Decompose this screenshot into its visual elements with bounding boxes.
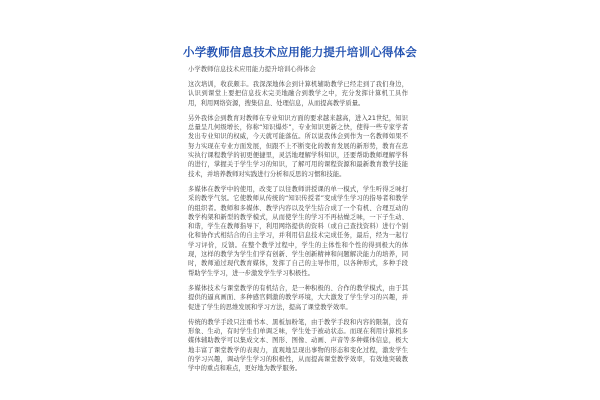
paragraph: 另外我体会到教育对教师在专业知识方面的要求越来越高，进入21世纪，知识总量呈几何级增长，你称“知识爆炸”，专业知识更新之快，使得一些专家学者发出专业知识的权威，今天就可能落伍。所以说我体会到作为一名教师如果不努力实现在专业方面发展，但跟不上不断变化的教育发展的新形势，教育在忠实执行课程教学的初更便捷里，灵活地理解学科知识，还要帮助教师理解学科的进行，掌握关于学生学习的知识，了解可用的课程资源和最新教育教学技能技术，并培养教师对实践进行分析和反思的习惯和技能。: [188, 114, 408, 178]
document-body: [188, 80, 408, 380]
paragraph: 多媒体技术与课堂教学的有机结合，是一种积极的、合作的教学模式，由于其提供的逼真画面、多种感官刺激的教学环境，大大激发了学生学习的兴趣，并促进了学生的思维发展和学习方法，提高了课堂教学效率。: [188, 284, 408, 311]
document-subtitle: 小学教师信息技术应用能力提升培训心得体会: [188, 65, 316, 73]
paragraph: 传统的教学手段只注重书本、黑板加粉笔，由于教学手段和内容的限制，没有形象、生动，有时学生们单调乏味，学生处于被动状态。而现在利用计算机多媒体辅助教学可以集成文本、图形、图像、动画、声音等多种媒体信息，极大地丰富了课堂教学的表现力，直观地呈现出事物的形态和变化过程，激发学生的学习兴趣，调动学生学习的积极性，从而提高课堂教学效率，有效地突破教学中的重点和难点，更好地为教学服务。: [188, 318, 408, 373]
document-title: 小学教师信息技术应用能力提升培训心得体会: [183, 45, 417, 59]
paragraph: 这次培训，收获颇丰。我深深地体会到计算机辅助教学已经走到了我们身边，认识到课堂上要把信息技术完美地融合到教学之中，充分发挥计算机工具作用，利用网络资源，搜集信息、处理信息，从而提高教学质量。: [188, 81, 408, 107]
paragraph: 多媒体在教学中的使用，改变了以往教师讲授课的单一模式，学生听得乏味打采的教学气氛。它使教师从传统的“知识传授者”变成学生学习的指导者和教学的组织者。教师和多媒体、教学内容以及学生结合成了一个有机、合理互动的教学构架和新型的教学模式，从而使学生的学习不再枯燥乏味，一下子生动、和谐，学生在教师指导下，利用网络提供的资料（或自己查找资料）进行个别化和协作式相结合的自主学习，并利用信息技术完成任务，最后，经为一起行学习评价，反馈。在整个教学过程中，学生的主体性和个性的得到极大的体现，这样的教学为学生们学有创新、学生创新精神和问题解决能力的培养，同时，教师通过现代教育媒体，发挥了自己的主导作用，以各种形式，多种手段帮助学生学习，进一步激发学生学习积极性。: [188, 185, 408, 277]
